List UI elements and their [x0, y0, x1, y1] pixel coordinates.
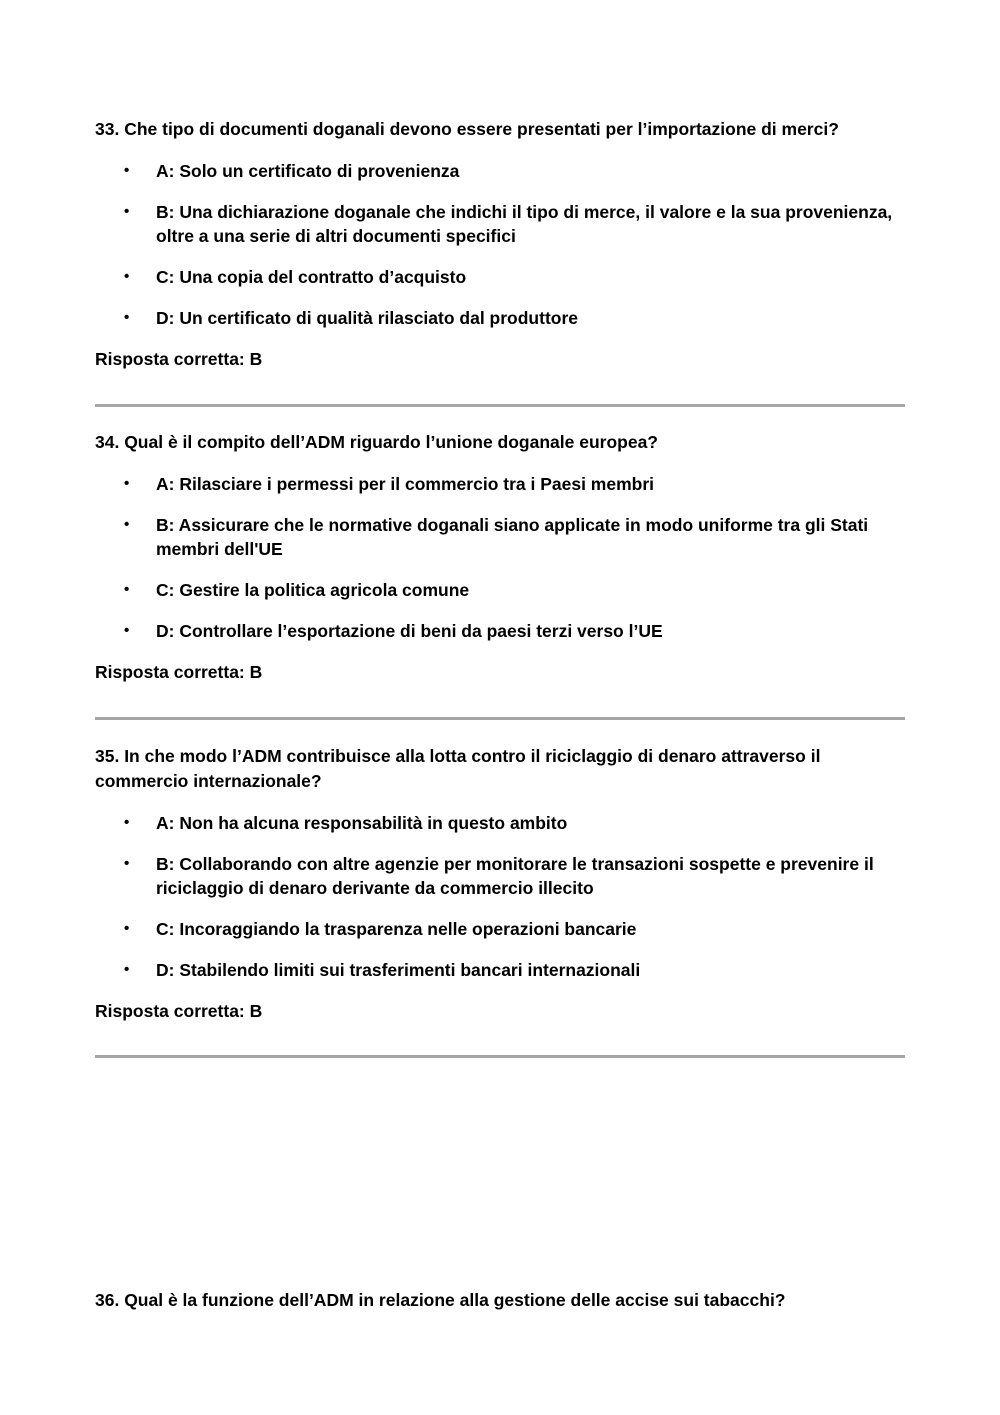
- options-list: [95, 472, 915, 643]
- option-a: [95, 159, 915, 183]
- option-b: [95, 200, 915, 248]
- bullet-icon: •: [124, 622, 130, 639]
- option-text: D: Un certificato di qualità rilasciato dal produttore: [156, 308, 578, 328]
- question-text: 33. Che tipo di documenti doganali devono essere presentati per l’importazione di merci?: [95, 119, 839, 139]
- option-text: A: Solo un certificato di provenienza: [156, 161, 460, 181]
- question-text: 34. Qual è il compito dell’ADM riguardo l’unione doganale europea?: [95, 432, 658, 452]
- bullet-icon: •: [124, 162, 130, 179]
- bullet-icon: •: [124, 516, 130, 533]
- question-text: 35. In che modo l’ADM contribuisce alla lotta contro il riciclaggio di denaro attraverso il commercio internazionale?: [95, 746, 821, 791]
- bullet-icon: •: [124, 475, 130, 492]
- option-text: B: Una dichiarazione doganale che indichi il tipo di merce, il valore e la sua provenienza, oltre a una serie di altri documenti specifici: [156, 202, 893, 246]
- bullet-icon: •: [124, 920, 130, 937]
- options-list: [95, 159, 915, 330]
- option-c: [95, 265, 915, 289]
- divider: [95, 404, 905, 407]
- bullet-icon: •: [124, 961, 130, 978]
- bullet-icon: •: [124, 581, 130, 598]
- question-35: [95, 744, 915, 1023]
- option-b: [95, 513, 915, 561]
- question-33: [95, 117, 915, 371]
- option-b: [95, 852, 915, 900]
- bullet-icon: •: [124, 309, 130, 326]
- bullet-icon: •: [124, 268, 130, 285]
- option-text: C: Gestire la politica agricola comune: [156, 580, 470, 600]
- options-list: [95, 811, 915, 982]
- option-text: C: Una copia del contratto d’acquisto: [156, 267, 467, 287]
- option-text: D: Controllare l’esportazione di beni da paesi terzi verso l’UE: [156, 621, 663, 641]
- option-text: A: Non ha alcuna responsabilità in questo ambito: [156, 813, 568, 833]
- option-text: D: Stabilendo limiti sui trasferimenti bancari internazionali: [156, 960, 641, 980]
- question-36: [95, 1288, 915, 1313]
- divider: [95, 1055, 905, 1058]
- option-text: B: Collaborando con altre agenzie per monitorare le transazioni sospette e prevenire il riciclaggio di denaro derivante da commercio illecito: [156, 854, 874, 898]
- option-d: [95, 306, 915, 330]
- bullet-icon: •: [124, 203, 130, 220]
- option-text: C: Incoraggiando la trasparenza nelle operazioni bancarie: [156, 919, 637, 939]
- question-34: [95, 430, 915, 684]
- correct-answer: Risposta corretta: B: [95, 349, 263, 369]
- question-text: 36. Qual è la funzione dell’ADM in relazione alla gestione delle accise sui tabacchi?: [95, 1290, 786, 1310]
- option-a: [95, 472, 915, 496]
- option-d: [95, 619, 915, 643]
- correct-answer: Risposta corretta: B: [95, 662, 263, 682]
- option-text: A: Rilasciare i permessi per il commercio tra i Paesi membri: [156, 474, 655, 494]
- divider: [95, 717, 905, 720]
- option-c: [95, 917, 915, 941]
- option-a: [95, 811, 915, 835]
- bullet-icon: •: [124, 814, 130, 831]
- option-text: B: Assicurare che le normative doganali siano applicate in modo uniforme tra gli Stati membri dell'UE: [156, 515, 869, 559]
- bullet-icon: •: [124, 855, 130, 872]
- option-c: [95, 578, 915, 602]
- option-d: [95, 958, 915, 982]
- correct-answer: Risposta corretta: B: [95, 1001, 263, 1021]
